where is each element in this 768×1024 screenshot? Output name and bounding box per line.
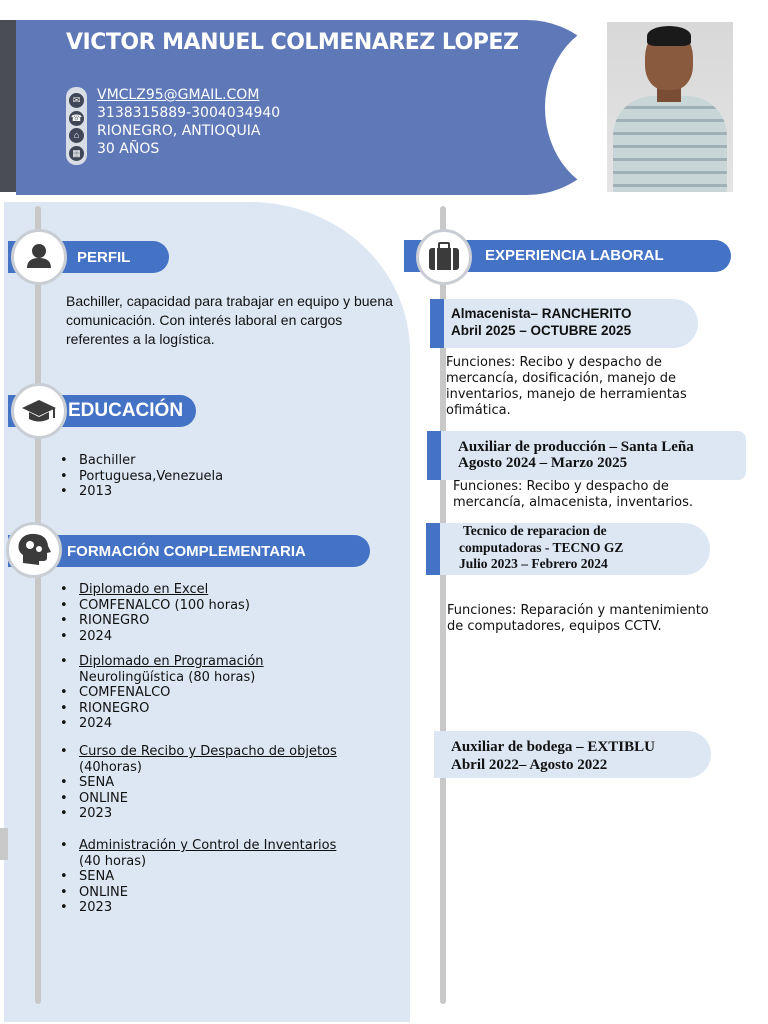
graduation-cap-icon bbox=[14, 386, 64, 436]
job-accent-2 bbox=[427, 431, 441, 480]
job-4-title: Auxiliar de bodega – EXTIBLU bbox=[451, 739, 655, 755]
mail-icon: ✉ bbox=[69, 93, 84, 108]
job-1-title: Almacenista– RANCHERITO bbox=[451, 306, 632, 321]
list-item: • COMFENALCO bbox=[60, 685, 171, 700]
list-item: • ONLINE bbox=[60, 790, 128, 806]
job-3-dates: Julio 2023 – Febrero 2024 bbox=[459, 556, 608, 571]
job-3-title: Tecnico de reparacion de bbox=[463, 523, 607, 538]
list-item: • RIONEGRO bbox=[60, 613, 150, 628]
calendar-icon: ▦ bbox=[69, 146, 84, 161]
photo-shirt bbox=[613, 96, 727, 192]
left-edge-marker bbox=[0, 828, 8, 860]
location: RIONEGRO, ANTIOQUIA bbox=[97, 123, 261, 139]
course-name: • Diplomado en Programación bbox=[60, 654, 264, 669]
list-item: • COMFENALCO (100 horas) bbox=[60, 597, 250, 613]
phone-numbers: 3138315889-3004034940 bbox=[97, 105, 281, 121]
training-title: FORMACIÓN COMPLEMENTARIA bbox=[67, 543, 306, 560]
course-name: • Diplomado en Excel bbox=[60, 582, 209, 597]
training-icon-circle bbox=[6, 522, 62, 578]
course-name-continued: (40 horas) bbox=[79, 853, 147, 869]
phone-icon: ☎ bbox=[69, 111, 84, 126]
job-2-description: Funciones: Recibo y despacho de mercancía, almacenista, inventarios. bbox=[453, 479, 694, 510]
list-item: • 2023 bbox=[60, 806, 113, 821]
list-item: • Bachiller bbox=[60, 453, 136, 468]
experience-title: EXPERIENCIA LABORAL bbox=[485, 247, 664, 264]
list-item: • SENA bbox=[60, 775, 115, 790]
course-name-continued: (40horas) bbox=[79, 759, 142, 775]
profile-photo bbox=[607, 22, 733, 192]
job-accent-1 bbox=[430, 299, 444, 348]
job-accent-3 bbox=[426, 523, 440, 575]
training-course-2 bbox=[60, 654, 264, 732]
profile-icon-circle bbox=[11, 229, 67, 285]
job-1-dates: Abril 2025 – OCTUBRE 2025 bbox=[451, 323, 632, 338]
experience-icon-circle bbox=[416, 229, 472, 285]
course-name: • Administración y Control de Inventarios bbox=[60, 838, 337, 853]
left-timeline-line bbox=[35, 206, 41, 1004]
job-1-description: Funciones: Recibo y despacho de mercancía, dosificación, manejo de inventarios, manejo de herramientas ofimática. bbox=[446, 355, 687, 418]
brain-gears-icon bbox=[9, 525, 59, 575]
person-icon bbox=[14, 232, 64, 282]
age: 30 AÑOS bbox=[97, 141, 160, 157]
job-2-dates: Agosto 2024 – Marzo 2025 bbox=[458, 455, 628, 471]
job-3-company: computadoras - TECNO GZ bbox=[459, 540, 624, 555]
list-item: • RIONEGRO bbox=[60, 700, 150, 716]
education-list bbox=[60, 453, 223, 500]
education-icon-circle bbox=[11, 383, 67, 439]
list-item: • Portuguesa,Venezuela bbox=[60, 468, 224, 484]
training-course-1 bbox=[60, 582, 250, 644]
list-item: • 2024 bbox=[60, 716, 113, 731]
job-3-description: Funciones: Reparación y mantenimiento de computadores, equipos CCTV. bbox=[447, 603, 709, 634]
job-4-dates: Abril 2022– Agosto 2022 bbox=[451, 757, 608, 773]
list-item: • SENA bbox=[60, 869, 115, 884]
course-name: • Curso de Recibo y Despacho de objetos bbox=[60, 744, 337, 759]
training-course-3 bbox=[60, 744, 337, 822]
email-link[interactable]: VMCLZ95@GMAIL.COM bbox=[97, 87, 260, 103]
course-name-continued: Neurolingüística (80 horas) bbox=[79, 669, 256, 685]
list-item: • 2024 bbox=[60, 628, 113, 644]
home-icon: ⌂ bbox=[69, 128, 84, 143]
list-item: • ONLINE bbox=[60, 884, 128, 900]
job-2-title: Auxiliar de producción – Santa Leña bbox=[458, 439, 694, 455]
training-course-4 bbox=[60, 838, 336, 916]
list-item: • 2023 bbox=[60, 900, 113, 915]
education-title: EDUCACIÓN bbox=[68, 400, 184, 421]
header-dark-bar bbox=[0, 20, 16, 192]
photo-hair bbox=[647, 26, 691, 46]
list-item: • 2013 bbox=[60, 484, 113, 499]
candidate-name: VICTOR MANUEL COLMENAREZ LOPEZ bbox=[66, 30, 519, 55]
profile-text: Bachiller, capacidad para trabajar en equipo y buena comunicación. Con interés laboral en cargos referentes a la logística. bbox=[66, 293, 393, 347]
briefcase-icon bbox=[419, 232, 469, 282]
profile-title: PERFIL bbox=[77, 249, 131, 266]
